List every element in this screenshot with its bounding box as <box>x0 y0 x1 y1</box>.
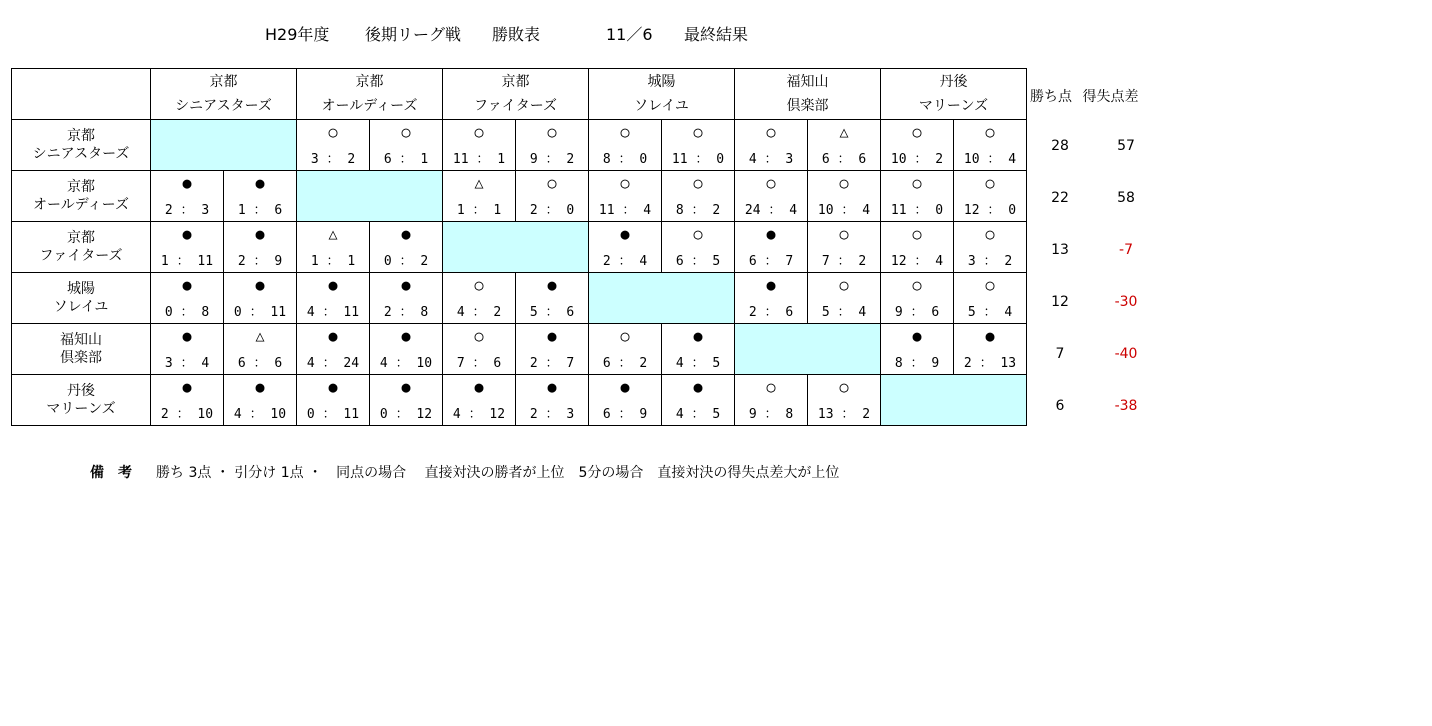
match-cell <box>881 120 954 171</box>
column-team-name: シニアスターズ <box>175 98 272 114</box>
match-score: 3 ： 2 <box>967 254 1013 269</box>
result-mark: ● <box>401 276 411 294</box>
match-score: 2 ： 9 <box>237 254 283 269</box>
row-team-name: 倶楽部 <box>60 350 102 366</box>
column-team-name: マリーンズ <box>918 98 989 114</box>
table-row <box>12 273 1027 324</box>
match-cell <box>443 120 516 171</box>
match-score: 5 ： 6 <box>529 305 575 320</box>
table-row <box>12 171 1027 222</box>
match-cell <box>151 273 224 324</box>
match-cell <box>881 324 954 375</box>
results-table <box>11 68 1027 426</box>
result-mark: ● <box>766 225 776 243</box>
match-cell <box>662 375 735 426</box>
result-mark: ○ <box>547 123 557 141</box>
match-cell <box>881 222 954 273</box>
match-cell <box>954 324 1027 375</box>
match-cell <box>662 222 735 273</box>
match-score: 5 ： 4 <box>821 305 867 320</box>
result-mark: ○ <box>839 174 849 192</box>
result-mark: ● <box>182 276 192 294</box>
column-team-area: 福知山 <box>786 74 829 90</box>
match-cell <box>151 324 224 375</box>
column-team-name: ファイターズ <box>473 98 558 114</box>
remarks <box>90 462 839 482</box>
team-goal-diff: -38 <box>1114 398 1138 414</box>
match-score: 8 ： 2 <box>675 203 721 218</box>
match-score: 9 ： 2 <box>529 152 575 167</box>
match-cell <box>516 324 589 375</box>
result-mark: ○ <box>985 225 995 243</box>
row-team-area: 丹後 <box>67 383 95 399</box>
match-score: 8 ： 0 <box>602 152 648 167</box>
result-mark: ○ <box>912 123 922 141</box>
self-match-cell <box>881 375 1027 426</box>
result-mark: ● <box>328 378 338 396</box>
column-header-team <box>881 69 1027 120</box>
match-cell <box>224 171 297 222</box>
remarks-label: 備 考 <box>90 465 132 481</box>
match-cell <box>297 375 370 426</box>
match-cell <box>516 120 589 171</box>
result-mark: ● <box>182 174 192 192</box>
result-mark: ○ <box>474 123 484 141</box>
self-match-cell <box>735 324 881 375</box>
match-cell <box>224 222 297 273</box>
match-cell <box>151 222 224 273</box>
row-header-team <box>12 171 151 222</box>
result-mark: ○ <box>766 378 776 396</box>
match-score: 4 ： 12 <box>452 407 506 422</box>
result-mark: △ <box>328 225 338 243</box>
team-goal-diff: 57 <box>1117 138 1135 154</box>
result-mark: ● <box>401 225 411 243</box>
corner-cell <box>12 69 151 120</box>
result-mark: △ <box>255 327 265 345</box>
result-mark: ● <box>255 225 265 243</box>
team-goal-diff: 58 <box>1117 190 1135 206</box>
match-score: 24 ： 4 <box>744 203 798 218</box>
match-cell <box>954 120 1027 171</box>
match-score: 7 ： 6 <box>456 356 502 371</box>
result-mark: ○ <box>328 123 338 141</box>
match-cell <box>954 273 1027 324</box>
table-row <box>12 324 1027 375</box>
self-match-cell <box>443 222 589 273</box>
column-header-team <box>151 69 297 120</box>
match-cell <box>370 375 443 426</box>
result-mark: ● <box>985 327 995 345</box>
match-cell <box>370 324 443 375</box>
match-score: 2 ： 3 <box>529 407 575 422</box>
result-mark: ○ <box>912 276 922 294</box>
match-cell <box>151 375 224 426</box>
table-row <box>12 222 1027 273</box>
match-cell <box>808 273 881 324</box>
side-headers <box>1030 86 1138 106</box>
column-header-team <box>297 69 443 120</box>
match-score: 2 ： 8 <box>383 305 429 320</box>
column-header-team <box>589 69 735 120</box>
match-score: 1 ： 6 <box>237 203 283 218</box>
match-score: 13 ： 2 <box>817 407 871 422</box>
match-cell <box>735 222 808 273</box>
match-cell <box>589 171 662 222</box>
result-mark: ○ <box>985 276 995 294</box>
match-score: 2 ： 3 <box>164 203 210 218</box>
match-cell <box>370 273 443 324</box>
column-team-area: 丹後 <box>939 74 968 90</box>
result-mark: ○ <box>547 174 557 192</box>
result-mark: ○ <box>985 174 995 192</box>
match-score: 11 ： 4 <box>598 203 652 218</box>
match-cell <box>443 324 516 375</box>
match-cell <box>443 375 516 426</box>
match-score: 4 ： 5 <box>675 407 721 422</box>
result-mark: ○ <box>912 225 922 243</box>
match-cell <box>297 120 370 171</box>
result-mark: ○ <box>620 327 630 345</box>
match-score: 4 ： 11 <box>306 305 360 320</box>
row-header-team <box>12 273 151 324</box>
match-score: 11 ： 1 <box>452 152 506 167</box>
result-mark: ● <box>620 378 630 396</box>
match-score: 4 ： 2 <box>456 305 502 320</box>
column-team-area: 京都 <box>501 74 530 90</box>
match-score: 7 ： 2 <box>821 254 867 269</box>
team-goal-diff: -7 <box>1119 242 1133 258</box>
result-mark: ● <box>547 327 557 345</box>
match-cell <box>370 222 443 273</box>
match-score: 12 ： 4 <box>890 254 944 269</box>
row-team-area: 城陽 <box>67 281 95 297</box>
match-cell <box>370 120 443 171</box>
result-mark: ● <box>328 327 338 345</box>
match-cell <box>954 171 1027 222</box>
row-header-team <box>12 222 151 273</box>
row-team-name: ファイターズ <box>39 248 123 264</box>
team-points: 12 <box>1051 294 1069 310</box>
column-header-team <box>735 69 881 120</box>
result-mark: ● <box>255 174 265 192</box>
result-mark: ● <box>766 276 776 294</box>
match-score: 6 ： 6 <box>821 152 867 167</box>
column-team-area: 城陽 <box>647 74 676 90</box>
match-cell <box>808 222 881 273</box>
points-header: 勝ち点 <box>1030 89 1072 105</box>
match-cell <box>881 171 954 222</box>
match-score: 0 ： 12 <box>379 407 433 422</box>
result-mark: ● <box>182 327 192 345</box>
result-mark: ● <box>474 378 484 396</box>
team-points: 7 <box>1055 346 1065 362</box>
column-team-name: オールディーズ <box>321 98 418 114</box>
match-cell <box>297 273 370 324</box>
match-cell <box>297 222 370 273</box>
match-cell <box>808 171 881 222</box>
match-cell <box>297 324 370 375</box>
match-cell <box>662 171 735 222</box>
result-mark: ○ <box>766 123 776 141</box>
result-mark: ○ <box>401 123 411 141</box>
match-cell <box>224 375 297 426</box>
column-team-name: ソレイユ <box>634 98 689 114</box>
match-score: 6 ： 2 <box>602 356 648 371</box>
result-mark: ● <box>255 378 265 396</box>
match-cell <box>516 171 589 222</box>
match-score: 6 ： 5 <box>675 254 721 269</box>
match-score: 1 ： 1 <box>310 254 356 269</box>
result-mark: △ <box>839 123 849 141</box>
column-team-area: 京都 <box>209 74 238 90</box>
match-cell <box>151 171 224 222</box>
match-score: 6 ： 1 <box>383 152 429 167</box>
match-score: 0 ： 11 <box>233 305 287 320</box>
match-cell <box>589 375 662 426</box>
match-score: 6 ： 7 <box>748 254 794 269</box>
table-row <box>12 120 1027 171</box>
match-score: 0 ： 11 <box>306 407 360 422</box>
row-header-team <box>12 324 151 375</box>
result-mark: ● <box>620 225 630 243</box>
match-cell <box>735 375 808 426</box>
table-row <box>12 375 1027 426</box>
result-mark: ○ <box>620 123 630 141</box>
match-cell <box>881 273 954 324</box>
title-status: 最終結果 <box>684 25 749 44</box>
team-goal-diff: -40 <box>1114 346 1138 362</box>
result-mark: ● <box>693 327 703 345</box>
match-score: 10 ： 4 <box>963 152 1017 167</box>
result-mark: ○ <box>766 174 776 192</box>
result-mark: ● <box>401 378 411 396</box>
result-mark: ○ <box>839 276 849 294</box>
result-mark: ○ <box>693 174 703 192</box>
row-team-area: 京都 <box>67 230 95 246</box>
match-score: 2 ： 13 <box>963 356 1017 371</box>
match-score: 10 ： 4 <box>817 203 871 218</box>
remarks-text: 勝ち 3点 ・ 引分け 1点 ・ 同点の場合 直接対決の勝者が上位 5分の場合 直接対決の得失点差大が上位 <box>156 465 840 481</box>
match-cell <box>589 120 662 171</box>
match-score: 11 ： 0 <box>890 203 944 218</box>
match-score: 11 ： 0 <box>671 152 725 167</box>
result-mark: ● <box>547 276 557 294</box>
match-score: 3 ： 4 <box>164 356 210 371</box>
match-cell <box>808 120 881 171</box>
match-score: 2 ： 0 <box>529 203 575 218</box>
row-header-team <box>12 120 151 171</box>
match-score: 4 ： 10 <box>379 356 433 371</box>
match-cell <box>662 120 735 171</box>
result-mark: ● <box>182 225 192 243</box>
match-score: 8 ： 9 <box>894 356 940 371</box>
match-score: 1 ： 11 <box>160 254 214 269</box>
goal-diff-header: 得失点差 <box>1082 89 1139 105</box>
match-cell <box>735 273 808 324</box>
result-mark: ○ <box>620 174 630 192</box>
team-points: 22 <box>1051 190 1069 206</box>
column-team-name: 倶楽部 <box>786 98 829 114</box>
match-score: 0 ： 8 <box>164 305 210 320</box>
match-score: 2 ： 10 <box>160 407 214 422</box>
match-cell <box>224 273 297 324</box>
title-league: 後期リーグ戦 <box>365 25 462 44</box>
row-team-name: ソレイユ <box>53 299 109 315</box>
match-cell <box>589 222 662 273</box>
match-cell <box>443 273 516 324</box>
match-cell <box>662 324 735 375</box>
row-team-name: マリーンズ <box>46 401 116 417</box>
match-score: 4 ： 3 <box>748 152 794 167</box>
row-team-area: 福知山 <box>60 332 102 348</box>
match-score: 6 ： 9 <box>602 407 648 422</box>
row-team-name: シニアスターズ <box>32 146 130 162</box>
row-team-area: 京都 <box>67 128 95 144</box>
row-header-team <box>12 375 151 426</box>
match-score: 4 ： 5 <box>675 356 721 371</box>
result-mark: ● <box>328 276 338 294</box>
column-team-area: 京都 <box>355 74 384 90</box>
team-goal-diff: -30 <box>1114 294 1138 310</box>
match-score: 3 ： 2 <box>310 152 356 167</box>
match-score: 10 ： 2 <box>890 152 944 167</box>
match-cell <box>516 375 589 426</box>
row-team-area: 京都 <box>67 179 95 195</box>
match-score: 2 ： 7 <box>529 356 575 371</box>
result-mark: ○ <box>474 276 484 294</box>
result-mark: ● <box>401 327 411 345</box>
title-table: 勝敗表 <box>492 25 541 44</box>
result-mark: △ <box>474 174 484 192</box>
match-score: 2 ： 4 <box>602 254 648 269</box>
match-score: 6 ： 6 <box>237 356 283 371</box>
match-score: 4 ： 24 <box>306 356 360 371</box>
result-mark: ● <box>547 378 557 396</box>
match-cell <box>954 222 1027 273</box>
title-date: 11／6 <box>606 25 653 44</box>
result-mark: ● <box>912 327 922 345</box>
result-mark: ○ <box>839 225 849 243</box>
team-points: 6 <box>1055 398 1065 414</box>
title-season: H29年度 <box>265 25 330 44</box>
header-row <box>12 69 1027 120</box>
match-cell <box>808 375 881 426</box>
match-score: 1 ： 1 <box>456 203 502 218</box>
result-mark: ● <box>693 378 703 396</box>
team-points: 28 <box>1051 138 1069 154</box>
match-score: 2 ： 6 <box>748 305 794 320</box>
match-score: 5 ： 4 <box>967 305 1013 320</box>
match-cell <box>589 324 662 375</box>
team-points: 13 <box>1051 242 1069 258</box>
self-match-cell <box>297 171 443 222</box>
result-mark: ● <box>255 276 265 294</box>
match-cell <box>224 324 297 375</box>
match-cell <box>735 171 808 222</box>
match-score: 4 ： 10 <box>233 407 287 422</box>
result-mark: ○ <box>693 225 703 243</box>
result-mark: ● <box>182 378 192 396</box>
match-score: 9 ： 8 <box>748 407 794 422</box>
match-cell <box>443 171 516 222</box>
row-team-name: オールディーズ <box>33 197 129 213</box>
result-mark: ○ <box>912 174 922 192</box>
result-mark: ○ <box>693 123 703 141</box>
result-mark: ○ <box>985 123 995 141</box>
match-score: 9 ： 6 <box>894 305 940 320</box>
match-score: 0 ： 2 <box>383 254 429 269</box>
result-mark: ○ <box>839 378 849 396</box>
match-cell <box>735 120 808 171</box>
column-header-team <box>443 69 589 120</box>
self-match-cell <box>151 120 297 171</box>
match-cell <box>516 273 589 324</box>
self-match-cell <box>589 273 735 324</box>
match-score: 12 ： 0 <box>963 203 1017 218</box>
result-mark: ○ <box>474 327 484 345</box>
